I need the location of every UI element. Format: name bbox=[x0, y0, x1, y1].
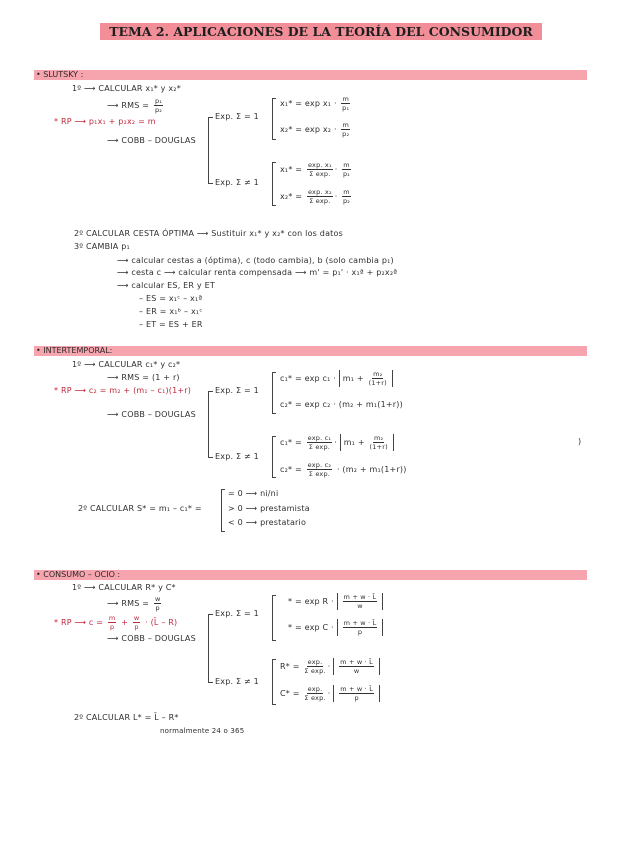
page-title: TEMA 2. APLICACIONES DE LA TEORÍA DEL CONSUMIDOR bbox=[109, 24, 533, 39]
frac bbox=[133, 614, 141, 631]
tick bbox=[208, 183, 213, 184]
slutsky-sub1: ⟶ calcular cestas a (óptima), c (todo cambia), b (solo cambia p₁) bbox=[117, 256, 394, 265]
slutsky-vline bbox=[208, 117, 209, 183]
frac-num: w bbox=[154, 595, 161, 603]
bracket-box bbox=[333, 685, 380, 702]
frac-num: exp. x₂ bbox=[307, 188, 332, 196]
frac-den: p bbox=[155, 604, 160, 612]
inter-eq-a bbox=[280, 370, 393, 387]
inter-rms: ⟶ RMS = (1 + r) bbox=[107, 373, 180, 382]
slutsky-eq-a bbox=[280, 95, 352, 112]
tick bbox=[208, 391, 213, 392]
eq-text: + bbox=[121, 618, 129, 627]
inter-rp: * RP ⟶ c₂ = m₂ + (m₁ – c₁)(1+r) bbox=[54, 386, 192, 395]
frac-den: Σ exp. bbox=[308, 470, 331, 478]
eq-text: m₁ + bbox=[342, 374, 364, 383]
inter-step1: 1º ⟶ CALCULAR c₁* y c₂* bbox=[72, 360, 181, 369]
co-eq-d: C* = $\frac{\exp.}{\text{Σ exp.}}$ · $\frac{m + w \cdot L̄}{p}$ bbox=[280, 685, 380, 702]
bracket-box bbox=[333, 658, 380, 675]
section-band-intertemporal bbox=[34, 346, 587, 356]
tick bbox=[208, 457, 213, 458]
frac-num: exp. c₂ bbox=[307, 461, 332, 469]
inter-bracket-2 bbox=[272, 436, 276, 478]
frac-num: exp. x₁ bbox=[307, 161, 332, 169]
co-eq-a bbox=[288, 593, 383, 610]
eq-text: c₁* = bbox=[280, 438, 302, 447]
inter-exp-neq: Exp. Σ ≠ 1 bbox=[215, 452, 259, 461]
eq-text: ⟶ RMS = bbox=[107, 599, 150, 608]
frac bbox=[304, 685, 325, 702]
frac bbox=[369, 370, 387, 387]
frac-den: p₂ bbox=[342, 130, 350, 138]
tick bbox=[208, 117, 213, 118]
slutsky-step2: 2º CALCULAR CESTA ÓPTIMA ⟶ Sustituir x₁* y x₂* con los datos bbox=[74, 229, 343, 238]
frac-num: m₂ bbox=[373, 434, 384, 442]
inter-opt2: > 0 ⟶ prestamista bbox=[228, 504, 310, 513]
slutsky-es: – ES = x₁ᶜ – x₁ª bbox=[139, 294, 203, 303]
frac bbox=[341, 121, 350, 138]
inter-eq-d bbox=[280, 461, 407, 478]
tick bbox=[208, 614, 213, 615]
frac bbox=[339, 658, 374, 675]
inter-bracket-3 bbox=[221, 489, 225, 532]
slutsky-eq-c: x₁* = $\frac{\text{exp. x₁}}{\text{Σ exp.}}$ · $\frac{m}{\text{p₁}}$ bbox=[280, 161, 351, 178]
frac-num: m + w · L̄ bbox=[340, 685, 374, 693]
eq-text: x₂* = exp x₂ · bbox=[280, 125, 337, 134]
frac-num: m bbox=[343, 188, 350, 196]
eq-text: c₁* = exp c₁ · bbox=[280, 374, 337, 383]
slutsky-rms-frac bbox=[154, 97, 163, 114]
eq-text: m₁ + bbox=[343, 438, 365, 447]
slutsky-cobb: ⟶ COBB – DOUGLAS bbox=[107, 136, 196, 145]
co-note: normalmente 24 o 365 bbox=[160, 727, 245, 735]
inter-step2: 2º CALCULAR S* = m₁ – c₁* = bbox=[78, 504, 202, 513]
frac-den: p₁ bbox=[342, 170, 351, 178]
inter-cobb: ⟶ COBB – DOUGLAS bbox=[107, 410, 196, 419]
co-vline bbox=[208, 614, 209, 682]
frac bbox=[341, 95, 350, 112]
eq-text: C* = bbox=[280, 689, 300, 698]
co-rms bbox=[107, 595, 163, 612]
slutsky-rp: * RP ⟶ p₁x₁ + p₂x₂ = m bbox=[54, 117, 156, 126]
inter-eq-c: c₁* = $\frac{\text{exp. c₁}}{\text{Σ exp.}}$ · m₁ + $\frac{\text{m₂}}{(1+r)}$ bbox=[280, 434, 394, 451]
slutsky-step1: 1º ⟶ CALCULAR x₁* y x₂* bbox=[72, 84, 181, 93]
frac-num: m₂ bbox=[373, 370, 383, 378]
frac bbox=[342, 188, 351, 205]
frac bbox=[154, 595, 162, 612]
section-band-slutsky bbox=[34, 70, 587, 80]
slutsky-eq-d: x₂* = $\frac{\text{exp. x₂}}{\text{Σ exp.}}$ · $\frac{m}{\text{p₂}}$ bbox=[280, 188, 351, 205]
section-label-intertemporal: • INTERTEMPORAL: bbox=[36, 346, 113, 355]
bracket-box bbox=[337, 619, 384, 636]
co-cobb: ⟶ COBB – DOUGLAS bbox=[107, 634, 196, 643]
frac bbox=[307, 434, 333, 451]
co-eq-b bbox=[288, 619, 383, 636]
frac-den: p₁ bbox=[342, 104, 350, 112]
frac-den: w bbox=[357, 602, 363, 610]
frac bbox=[343, 593, 378, 610]
inter-opt3: < 0 ⟶ prestatario bbox=[228, 518, 307, 527]
slutsky-rms-label: ⟶ RMS = bbox=[107, 101, 150, 110]
frac-num: w bbox=[133, 614, 140, 622]
slutsky-bracket-1 bbox=[272, 98, 276, 140]
frac-num: m + w · L̄ bbox=[343, 593, 377, 601]
frac-den: p bbox=[134, 623, 139, 631]
eq-text: · (m₂ + m₁(1+r)) bbox=[336, 465, 407, 474]
frac-num: exp. bbox=[307, 685, 323, 693]
frac-den: p bbox=[357, 628, 363, 636]
slutsky-step3: 3º CAMBIA p₁ bbox=[74, 242, 130, 251]
slutsky-exp-eq: Exp. Σ = 1 bbox=[215, 112, 259, 121]
bracket-box bbox=[337, 593, 384, 610]
inter-opt1: = 0 ⟶ ni/ni bbox=[228, 489, 279, 498]
frac-den: p₂ bbox=[342, 197, 351, 205]
frac-den: p₂ bbox=[154, 106, 163, 114]
frac-den: Σ exp. bbox=[309, 170, 331, 178]
frac-den: p bbox=[354, 694, 359, 702]
frac bbox=[108, 614, 117, 631]
frac-den: (1+r) bbox=[368, 379, 387, 387]
slutsky-eq-b bbox=[280, 121, 352, 138]
slutsky-er: – ER = x₁ᵇ – x₁ᶜ bbox=[139, 307, 203, 316]
frac bbox=[307, 161, 333, 178]
frac-den: Σ exp. bbox=[304, 694, 326, 702]
frac-num: m bbox=[342, 121, 349, 129]
inter-bracket-1 bbox=[272, 372, 276, 414]
eq-text: · (L̄ – R) bbox=[145, 618, 178, 627]
co-exp-eq: Exp. Σ = 1 bbox=[215, 609, 259, 618]
co-exp-neq: Exp. Σ ≠ 1 bbox=[215, 677, 259, 686]
co-step1: 1º ⟶ CALCULAR R* y C* bbox=[72, 583, 176, 592]
frac-num: m + w · L̄ bbox=[340, 658, 374, 666]
inter-exp-eq: Exp. Σ = 1 bbox=[215, 386, 259, 395]
eq-text: * = exp C · bbox=[288, 623, 334, 632]
co-eq-c: R* = $\frac{\exp.}{\text{Σ exp.}}$ · $\frac{m + w \cdot L̄}{w}$ bbox=[280, 658, 380, 675]
frac-num: m + w · L̄ bbox=[343, 619, 377, 627]
frac-num: m bbox=[343, 161, 350, 169]
frac bbox=[343, 619, 378, 636]
frac bbox=[307, 461, 333, 478]
slutsky-sub2: ⟶ cesta c ⟶ calcular renta compensada ⟶ m' = p₁' · x₁ª + p₂x₂ª bbox=[117, 268, 398, 277]
stray-paren: ) bbox=[578, 437, 582, 446]
frac-den: Σ exp. bbox=[304, 667, 326, 675]
frac-num: m bbox=[342, 95, 349, 103]
frac-num: p₁ bbox=[154, 97, 163, 105]
bracket-box bbox=[339, 370, 393, 387]
frac-den: Σ exp. bbox=[308, 443, 331, 451]
frac-num: exp. c₁ bbox=[307, 434, 332, 442]
frac bbox=[304, 658, 325, 675]
inter-eq-b: c₂* = exp c₂ · (m₂ + m₁(1+r)) bbox=[280, 400, 403, 409]
frac bbox=[369, 434, 387, 451]
eq-text: x₁* = bbox=[280, 165, 303, 174]
eq-text: * RP ⟶ c = bbox=[54, 618, 104, 627]
frac bbox=[342, 161, 351, 178]
slutsky-sub3: ⟶ calcular ES, ER y ET bbox=[117, 281, 215, 290]
co-rp bbox=[54, 614, 177, 631]
co-bracket-1 bbox=[272, 595, 276, 641]
frac bbox=[307, 188, 333, 205]
tick bbox=[208, 682, 213, 683]
eq-text: x₁* = exp x₁ · bbox=[280, 99, 337, 108]
eq-text: R* = bbox=[280, 662, 300, 671]
frac-den: Σ exp. bbox=[309, 197, 331, 205]
frac-num: m bbox=[108, 614, 116, 622]
inter-vline bbox=[208, 391, 209, 457]
bracket-box bbox=[340, 434, 394, 451]
frac bbox=[339, 685, 374, 702]
eq-text: * = exp R · bbox=[288, 597, 334, 606]
slutsky-bracket-2 bbox=[272, 162, 276, 206]
eq-text: c₂* = bbox=[280, 465, 302, 474]
slutsky-et: – ET = ES + ER bbox=[139, 320, 203, 329]
frac-num: exp. bbox=[307, 658, 323, 666]
co-step2: 2º CALCULAR L* = L̄ – R* bbox=[74, 713, 179, 722]
frac-den: (1+r) bbox=[369, 443, 388, 451]
frac-den: w bbox=[353, 667, 360, 675]
slutsky-rms bbox=[107, 97, 165, 114]
section-label-consumo-ocio: • CONSUMO – OCIO : bbox=[36, 570, 121, 579]
section-label-slutsky: • SLUTSKY : bbox=[36, 70, 84, 79]
eq-text: x₂* = bbox=[280, 192, 303, 201]
slutsky-exp-neq: Exp. Σ ≠ 1 bbox=[215, 178, 259, 187]
co-bracket-2 bbox=[272, 659, 276, 705]
frac-den: p bbox=[109, 623, 115, 631]
